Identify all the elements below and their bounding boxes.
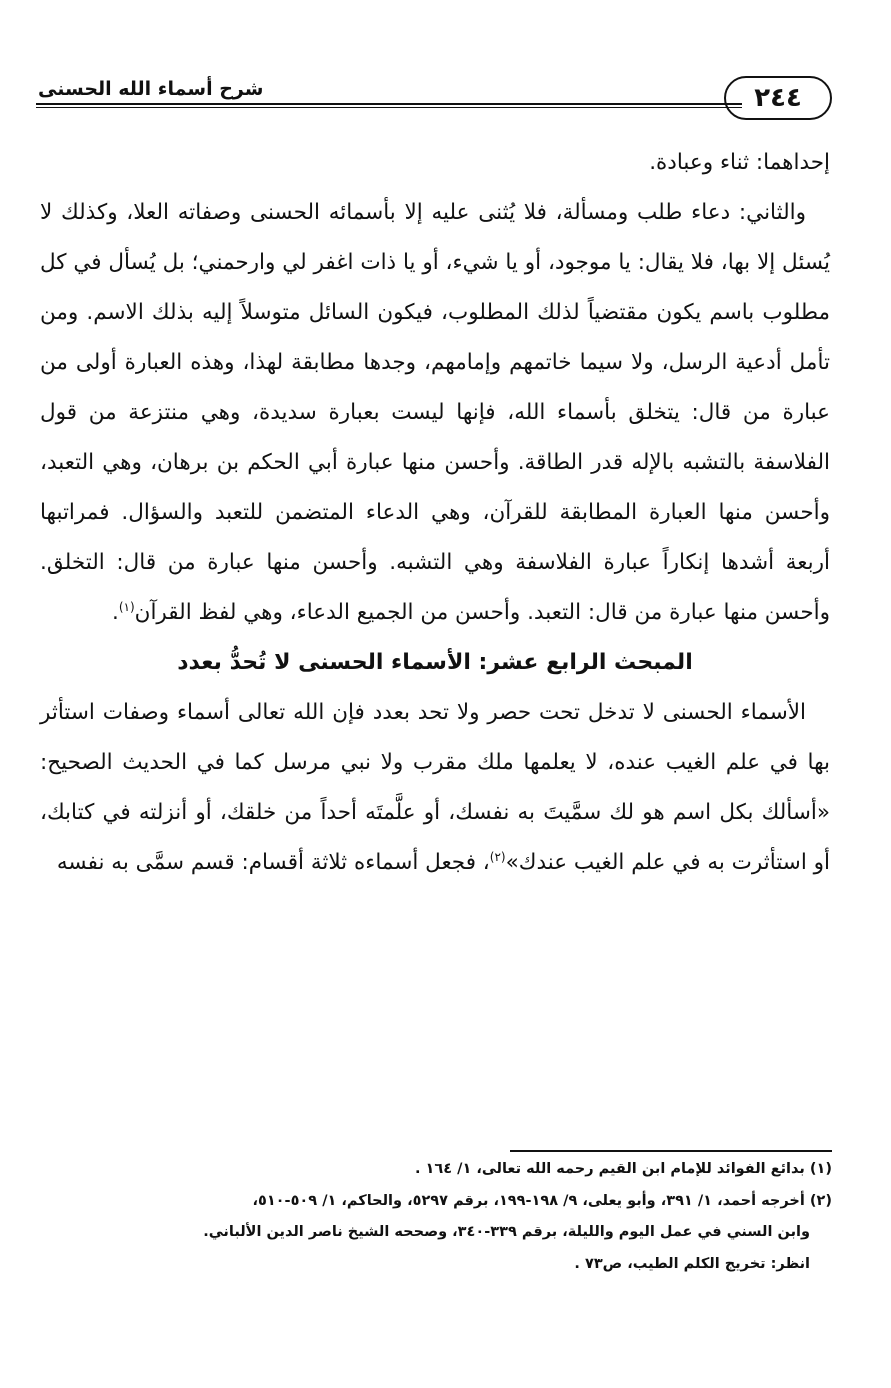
main-text <box>40 138 830 888</box>
footnote-ref-1: (١) <box>118 599 135 614</box>
section-heading: المبحث الرابع عشر: الأسماء الحسنى لا تُحدُّ بعدد <box>177 650 693 675</box>
footnote-2-line-3: انظر: تخريج الكلم الطيب، ص٧٣ . <box>574 1255 810 1272</box>
running-title: شرح أسماء الله الحسنى <box>38 78 264 100</box>
footnotes <box>40 1154 832 1280</box>
paragraph-3 <box>40 688 830 888</box>
paragraph-2-text: والثاني: دعاء طلب ومسألة، فلا يُثنى عليه إلا بأسمائه الحسنى وصفاته العلا، وكذلك لا يُسئل إلا بها، فلا يقال: يا موجود، أو يا شيء، أو يا ذات اغفر لي وارحمني؛ بل يُسأل في كل مطلوب باسم يكون مقتضياً لذلك المطلوب، فيكون السائل متوسلاً إليه بذلك الاسم. ومن تأمل أدعية الرسل، ولا سيما خاتمهم وإمامهم، وجدها مطابقة لهذا، وهذه العبارة أولى من عبارة من قال: يتخلق بأسماء الله، فإنها ليست بعبارة سديدة، وهي منتزعة من قول الفلاسفة بالتشبه بالإله قدر الطاقة. وأحسن منها عبارة أبي الحكم بن برهان، وهي التعبد، وأحسن منها العبارة المطابقة للقرآن، وهي الدعاء المتضمن للتعبد والسؤال. فمراتبها أربعة أشدها إنكاراً عبارة الفلاسفة وهي التشبه. وأحسن منها عبارة من قال: التخلق. وأحسن منها عبارة من قال: التعبد. وأحسن من الجميع الدعاء، وهي لفظ القرآن <box>40 200 830 625</box>
paragraph-3-end: ، فجعل أسماءه ثلاثة أقسام: قسم سمَّى به نفسه <box>56 850 490 875</box>
paragraph-1: إحداهما: ثناء وعبادة. <box>649 150 830 175</box>
paragraph-2-end: . <box>112 600 119 625</box>
paragraph-2 <box>40 188 830 638</box>
header-rule <box>36 103 742 108</box>
footnote-2-line-2: وابن السني في عمل اليوم والليلة، برقم ٣٣٩-٣٤٠، وصححه الشيخ ناصر الدين الألباني. <box>203 1224 810 1240</box>
paragraph-3-text: الأسماء الحسنى لا تدخل تحت حصر ولا تحد بعدد فإن الله تعالى أسماء وصفات استأثر بها في علم الغيب عنده، لا يعلمها ملك مقرب ولا نبي مرسل كما في الحديث الصحيح: «أسألك بكل اسم هو لك سمَّيتَ به نفسك، أو علَّمتَه أحداً من خلقك، أو أنزلته في كتابك، أو استأثرت به في علم الغيب عندك» <box>40 700 830 875</box>
page-header <box>34 70 834 132</box>
footnote-1: (١) بدائع الفوائد للإمام ابن القيم رحمه الله تعالى، ١/ ١٦٤ . <box>414 1161 832 1177</box>
footnote-rule <box>510 1150 832 1152</box>
footnote-ref-2: (٢) <box>489 849 506 864</box>
page-number: ٢٤٤ <box>724 76 832 120</box>
footnote-2-line-1: (٢) أخرجه أحمد، ١/ ٣٩١، وأبو يعلى، ٩/ ١٩٨-١٩٩، برقم ٥٢٩٧، والحاكم، ١/ ٥٠٩-٥١٠، <box>252 1192 832 1209</box>
